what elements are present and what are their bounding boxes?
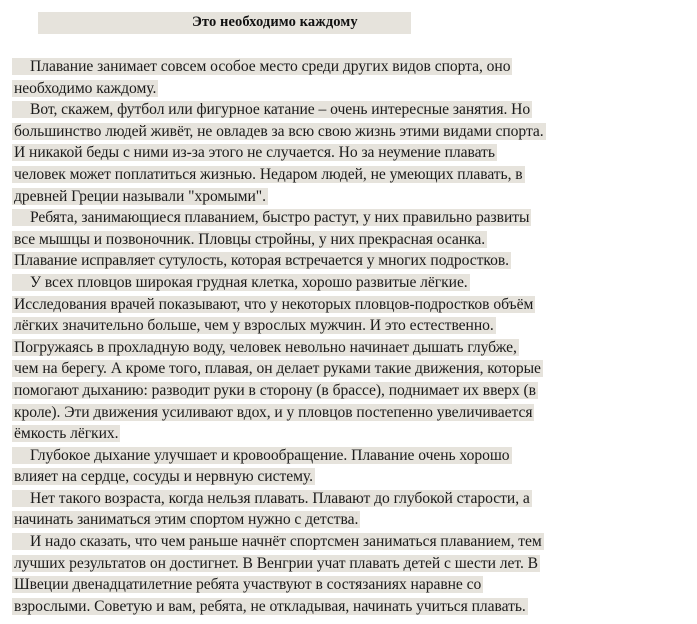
text-line-content: Нет такого возраста, когда нельзя плавать. Плавают до глубокой старости, а (12, 490, 532, 507)
text-line (12, 553, 684, 575)
text-line-content: Глубокое дыхание улучшает и кровообращение. Плавание очень хорошо (12, 447, 512, 464)
text-line-content: начинать заниматься этим спортом нужно с детства. (14, 511, 359, 529)
text-line (12, 250, 684, 272)
text-line-content: Исследования врачей показывают, что у некоторых пловцов-подростков объём (14, 295, 534, 313)
text-line (12, 380, 684, 402)
text-line (12, 488, 684, 510)
text-line (12, 207, 684, 229)
text-line (12, 358, 684, 380)
text-line (12, 142, 684, 164)
text-line (12, 229, 684, 251)
text-line (12, 445, 684, 467)
text-line-content: Плавание занимает совсем особое место среди других видов спорта, оно (12, 58, 512, 75)
text-line-content: все мышцы и позвоночник. Пловцы стройны, у них прекрасная осанка. (14, 230, 486, 248)
text-line (12, 466, 684, 488)
text-line (12, 402, 684, 424)
text-line-content: взрослыми. Советую и вам, ребята, не откладывая, начинать учиться плавать. (14, 597, 526, 615)
text-line (12, 423, 684, 445)
text-line (12, 272, 684, 294)
text-line (12, 186, 684, 208)
text-line-content: лучших результатов он достигнет. В Венгрии учат плавать детей с шести лет. В (14, 554, 539, 572)
text-line-content: ёмкость лёгких. (14, 425, 119, 443)
text-line-content: древней Греции называли "хромыми". (14, 187, 266, 205)
text-line (12, 574, 684, 596)
text-line-content: человек может поплатиться жизнью. Недаром людей, не умеющих плавать, в (14, 165, 523, 183)
text-line-content: большинство людей живёт, не овладев за всю свою жизнь этими видами спорта. (14, 122, 544, 140)
text-line (12, 596, 684, 618)
text-line-content: Ребята, занимающиеся плаванием, быстро растут, у них правильно развиты (12, 209, 531, 226)
text-line-content: лёгких значительно больше, чем у взрослых мужчин. И это естественно. (14, 317, 494, 335)
text-line (12, 337, 684, 359)
text-line (12, 294, 684, 316)
text-line (12, 164, 684, 186)
text-line (12, 531, 684, 553)
text-line-content: И никакой беды с ними из-за этого не случается. Но за неумение плавать (14, 144, 495, 162)
text-line (12, 315, 684, 337)
text-line-content: Погружаясь в прохладную воду, человек невольно начинает дышать глубже, (14, 338, 517, 356)
text-line (12, 121, 684, 143)
text-line-content: необходимо каждому. (14, 79, 157, 97)
article-body (12, 56, 684, 617)
text-line-content: влияет на сердце, сосуды и нервную систему. (14, 468, 313, 486)
text-line-content: Швеции двенадцатилетние ребята участвуют в состязаниях наравне со (14, 576, 482, 594)
text-line-content: Плавание исправляет сутулость, которая встречается у многих подростков. (14, 252, 510, 270)
text-line-content: У всех пловцов широкая грудная клетка, хорошо развитые лёгкие. (12, 274, 470, 291)
text-line-content: кроле). Эти движения усиливают вдох, и у пловцов постепенно увеличивается (14, 403, 533, 421)
text-line (12, 99, 684, 121)
text-line (12, 78, 684, 100)
text-line-content: чем на берегу. А кроме того, плавая, он делает руками такие движения, которые (14, 360, 541, 378)
text-line (12, 56, 684, 78)
page-title: Это необходимо каждому (192, 14, 358, 30)
text-line (12, 509, 684, 531)
text-line-content: И надо сказать, что чем раньше начнёт спортсмен заниматься плаванием, тем (12, 533, 544, 550)
text-line-content: Вот, скажем, футбол или фигурное катание – очень интересные занятия. Но (12, 101, 532, 118)
text-line-content: помогают дыханию: разводит руки в сторону (в брассе), поднимает их вверх (в (14, 381, 536, 399)
